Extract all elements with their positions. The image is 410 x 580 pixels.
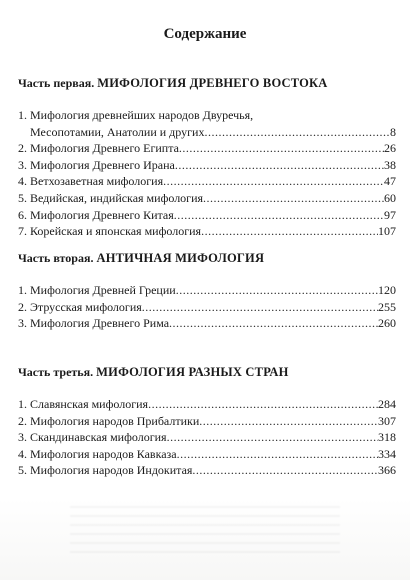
part-name: МИФОЛОГИЯ РАЗНЫХ СТРАН [96, 365, 289, 379]
entry-list [18, 282, 396, 332]
part-name: АНТИЧНАЯ МИФОЛОГИЯ [96, 251, 265, 265]
part-name: МИФОЛОГИЯ ДРЕВНЕГО ВОСТОКА [97, 76, 328, 90]
entry-title: 2. Этрусская мифология [18, 299, 142, 314]
entry-title: 2. Мифология народов Прибалтики [18, 413, 200, 428]
list-item [18, 157, 396, 174]
leader-dots [176, 282, 378, 299]
entry-title: 5. Мифология народов Индокитая [18, 463, 193, 478]
part-label: Часть вторая. [18, 251, 94, 265]
page-title: Содержание [163, 26, 247, 42]
page-number: 97 [384, 207, 396, 222]
page-number: 334 [378, 446, 396, 461]
leader-dots [169, 315, 378, 332]
list-item [18, 282, 396, 299]
leader-dots [179, 140, 384, 157]
leader-dots [174, 207, 384, 224]
leader-dots [148, 396, 378, 413]
leader-dots [142, 299, 378, 316]
leader-dots [203, 190, 384, 207]
leader-dots [199, 413, 378, 430]
entry-title: 1. Славянская мифология [18, 397, 149, 411]
entry-title: Месопотамии, Анатолии и других [30, 124, 205, 139]
page-number: 107 [378, 224, 396, 239]
part-label: Часть первая. [18, 76, 95, 90]
page-number: 8 [390, 124, 396, 139]
page-number: 307 [378, 413, 396, 428]
show-through-smudge [70, 506, 340, 554]
list-item [18, 462, 396, 479]
list-item [18, 223, 396, 240]
page-number: 318 [378, 430, 396, 445]
entry-list [18, 107, 396, 240]
entry-list [18, 396, 396, 479]
leader-dots [163, 173, 384, 190]
page-number: 60 [384, 190, 396, 205]
list-item [18, 107, 396, 140]
leader-dots [177, 446, 378, 463]
part-one [18, 76, 396, 240]
list-item [18, 446, 396, 463]
entry-title: 3. Мифология Древнего Рима [18, 316, 170, 331]
entry-title: 1. Мифология Древней Греции [18, 283, 176, 297]
list-item [18, 140, 396, 157]
leader-dots [175, 157, 384, 174]
entry-title: 3. Мифология Древнего Ирана [18, 157, 175, 172]
list-item [18, 299, 396, 316]
page-number: 26 [384, 141, 396, 156]
list-item [18, 396, 396, 413]
list-item [18, 429, 396, 446]
entry-title: 3. Скандинавская мифология [18, 430, 167, 445]
list-item [18, 413, 396, 430]
entry-title: 6. Мифология Древнего Китая [18, 207, 174, 222]
entry-title: 2. Мифология Древнего Египта [18, 141, 179, 156]
page-number: 255 [378, 299, 396, 314]
list-item [18, 207, 396, 224]
page-number: 260 [378, 316, 396, 331]
list-item [18, 173, 396, 190]
leader-dots [204, 124, 390, 141]
entry-title: 7. Корейская и японская мифология [18, 224, 202, 239]
leader-dots [192, 462, 378, 479]
part-two [18, 251, 396, 332]
page-number: 38 [384, 157, 396, 172]
entry-title: 5. Ведийская, индийская мифология [18, 190, 204, 205]
entry-title-line1: 1. Мифология древнейших народов Двуречья, [18, 108, 254, 122]
entry-title: 4. Мифология народов Кавказа [18, 446, 177, 461]
list-item [18, 315, 396, 332]
leader-dots [201, 223, 378, 240]
page-number: 366 [378, 463, 396, 478]
part-heading [18, 365, 396, 380]
part-three [18, 365, 396, 479]
part-heading [18, 76, 396, 91]
leader-dots [167, 429, 378, 446]
part-label: Часть третья. [18, 365, 94, 379]
page-number: 284 [378, 397, 396, 411]
part-heading [18, 251, 396, 266]
page-number: 47 [384, 174, 396, 189]
page-number: 120 [378, 283, 396, 297]
list-item [18, 190, 396, 207]
entry-title: 4. Ветхозаветная мифология [18, 174, 164, 189]
